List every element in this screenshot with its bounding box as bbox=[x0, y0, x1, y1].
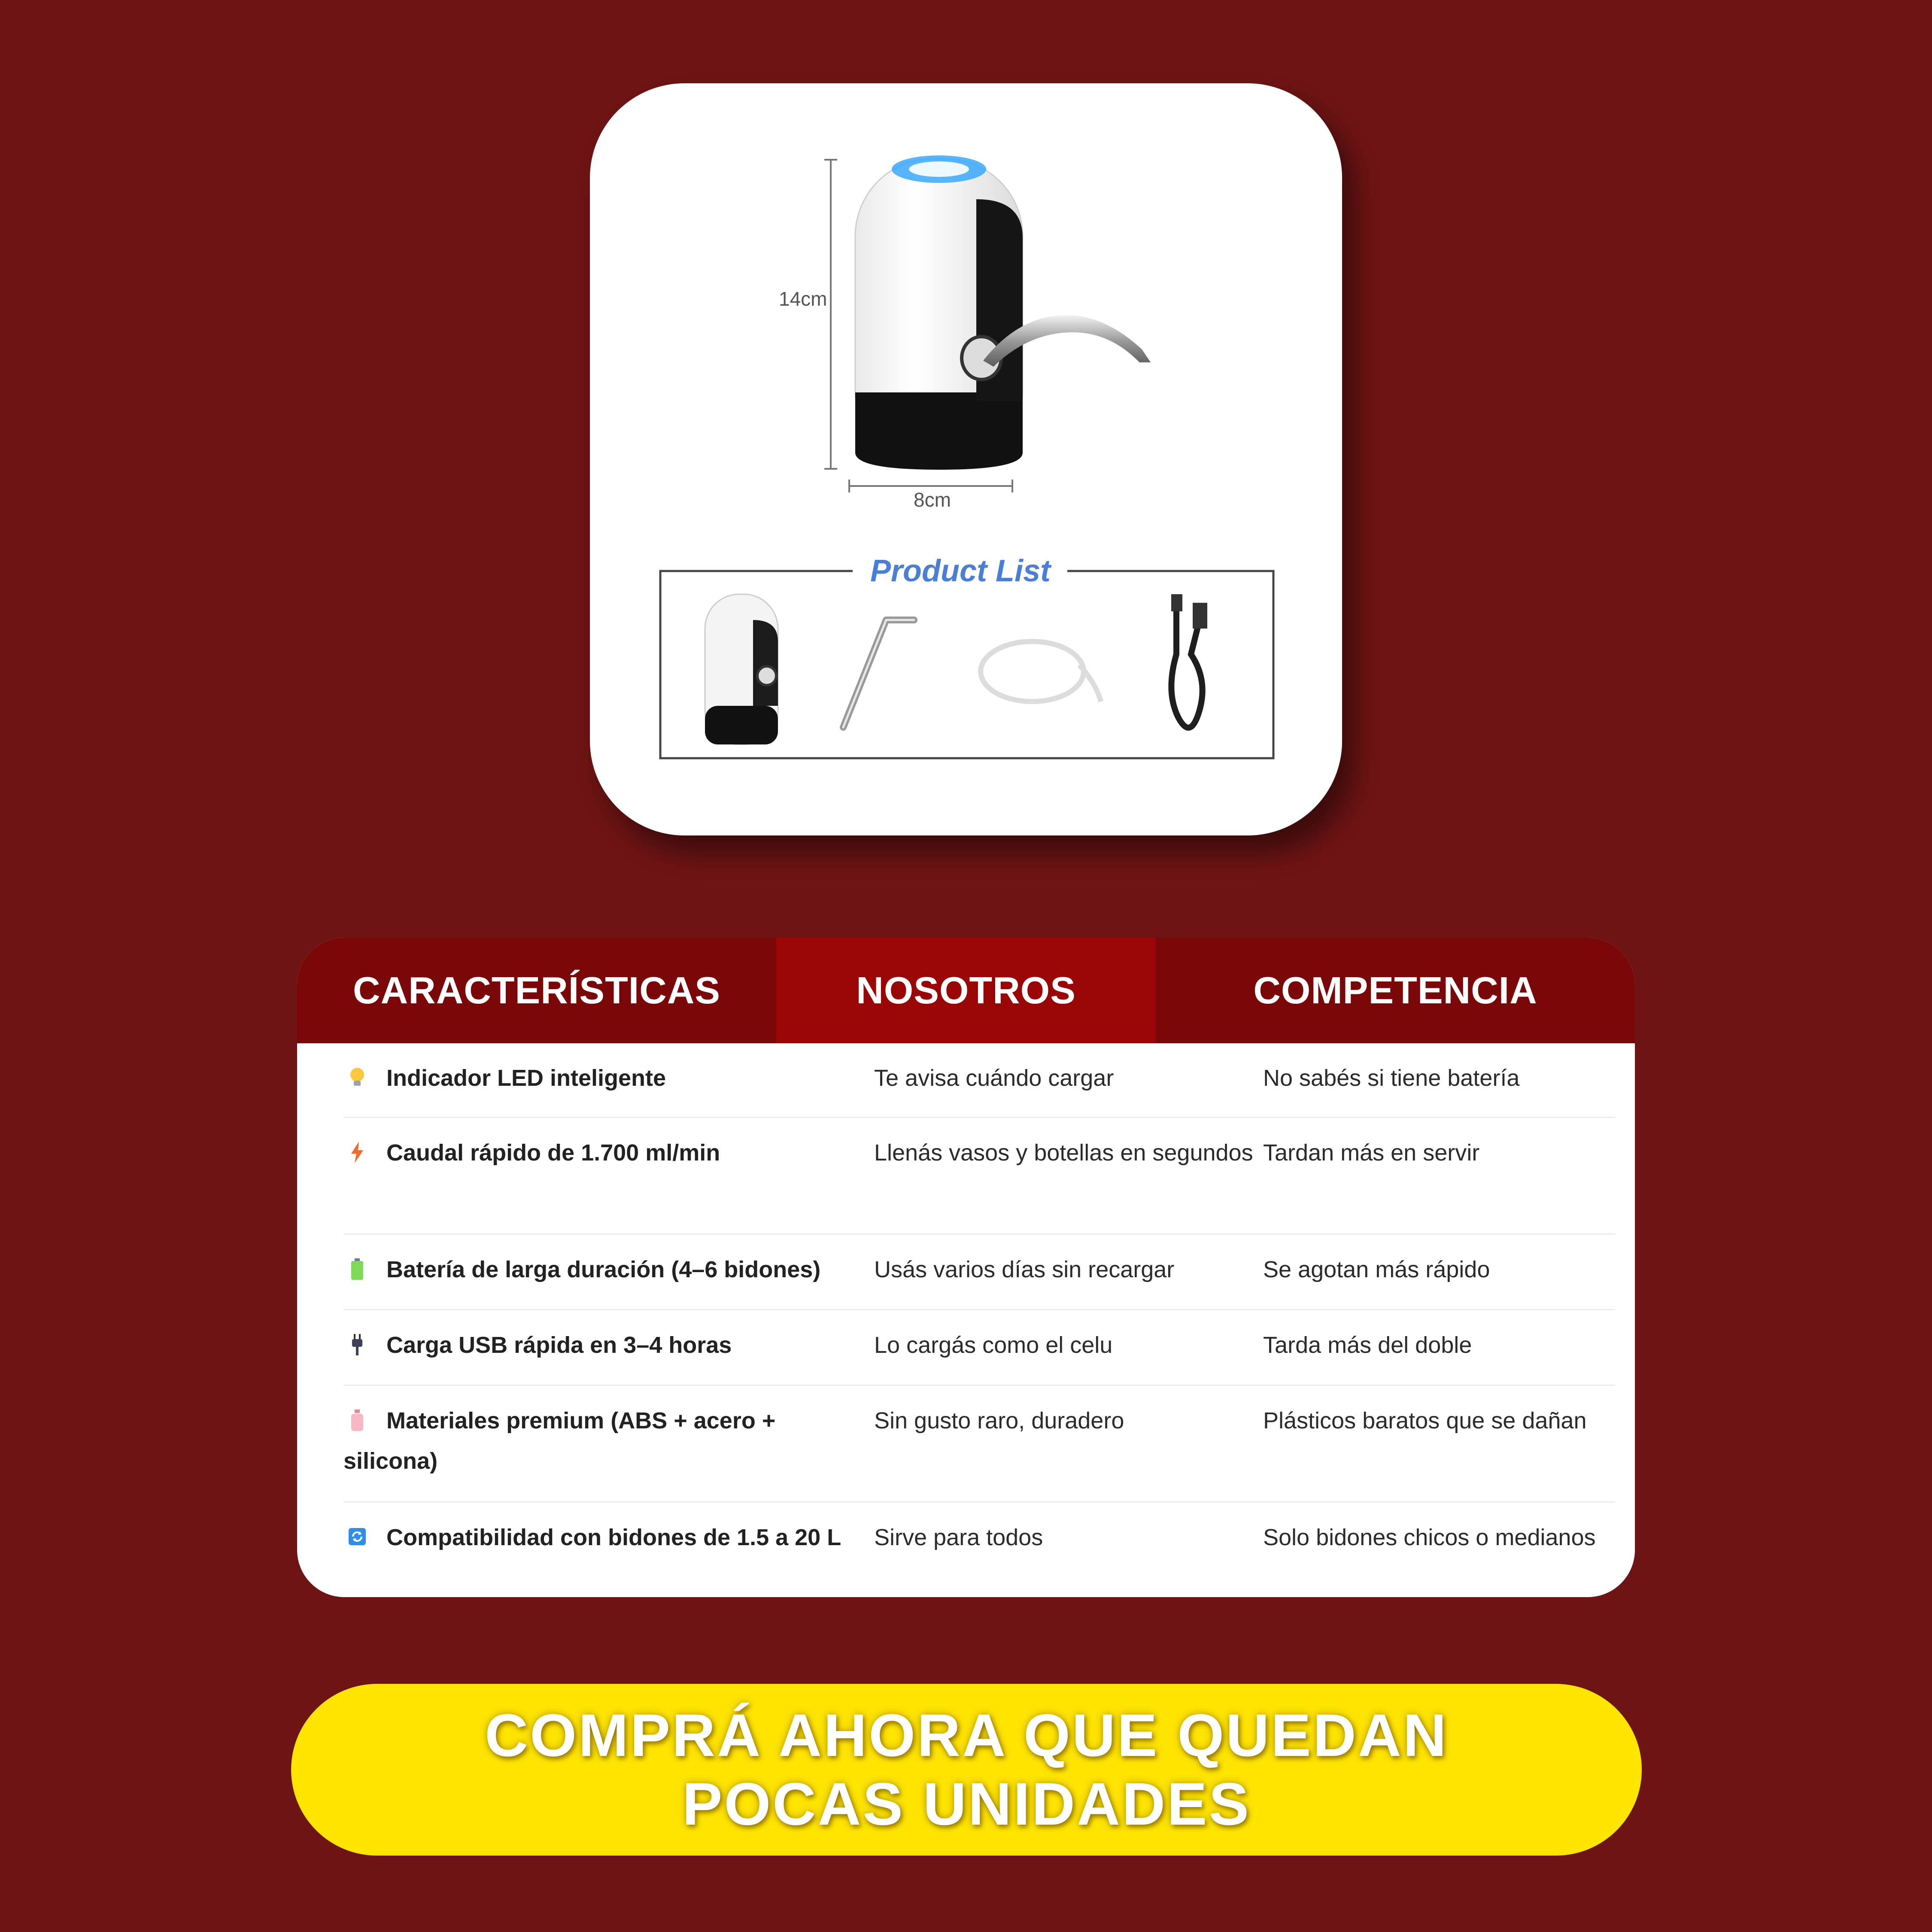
silicone-hose-thumb bbox=[981, 641, 1101, 702]
table-row bbox=[343, 1386, 1615, 1503]
cycle-icon bbox=[348, 1525, 367, 1549]
competition-cell: Tarda más del doble bbox=[1263, 1332, 1472, 1358]
height-dimension bbox=[824, 160, 837, 469]
header-features: CARACTERÍSTICAS bbox=[353, 969, 720, 1012]
usb-cable-thumb bbox=[1171, 594, 1207, 728]
header-us: NOSOTROS bbox=[776, 938, 1156, 1043]
competition-cell: Se agotan más rápido bbox=[1263, 1257, 1490, 1282]
width-label: 8cm bbox=[914, 489, 951, 511]
us-cell: Llenás vasos y botellas en segundos bbox=[874, 1140, 1253, 1166]
product-list-box bbox=[660, 554, 1273, 758]
competition-cell: Plásticos baratos que se dañan bbox=[1263, 1408, 1587, 1434]
lightning-icon bbox=[348, 1141, 367, 1164]
lightbulb-icon bbox=[348, 1066, 367, 1089]
product-illustration bbox=[590, 83, 1342, 835]
feature-cell: Indicador LED inteligente bbox=[343, 1058, 874, 1117]
us-cell: Sirve para todos bbox=[874, 1525, 1043, 1550]
feature-cell: Carga USB rápida en 3–4 horas bbox=[343, 1325, 874, 1385]
table-row bbox=[343, 1235, 1615, 1310]
height-label: 14cm bbox=[779, 288, 827, 310]
product-list-title: Product List bbox=[870, 554, 1051, 588]
table-row bbox=[343, 1503, 1615, 1578]
product-image-card bbox=[590, 83, 1342, 835]
plug-icon bbox=[348, 1333, 367, 1356]
competition-cell: No sabés si tiene batería bbox=[1263, 1065, 1520, 1091]
table-row bbox=[343, 1043, 1615, 1118]
cta-line-1: COMPRÁ AHORA QUE QUEDAN bbox=[485, 1701, 1448, 1769]
comparison-table bbox=[297, 938, 1635, 1597]
competition-cell: Tardan más en servir bbox=[1263, 1140, 1480, 1166]
table-row bbox=[343, 1310, 1615, 1386]
table-row bbox=[343, 1118, 1615, 1235]
buy-now-button[interactable] bbox=[291, 1684, 1642, 1856]
feature-cell: Compatibilidad con bidones de 1.5 a 20 L bbox=[343, 1517, 874, 1578]
table-header bbox=[297, 938, 1635, 1043]
cta-line-2: POCAS UNIDADES bbox=[682, 1770, 1251, 1838]
competition-cell: Solo bidones chicos o medianos bbox=[1263, 1525, 1596, 1550]
steel-tube-thumb bbox=[843, 620, 914, 727]
pump-main-image bbox=[855, 155, 1151, 470]
pump-unit-thumb bbox=[705, 594, 778, 744]
bottle-icon bbox=[348, 1409, 367, 1432]
feature-cell: Caudal rápido de 1.700 ml/min bbox=[343, 1133, 874, 1233]
feature-cell: Batería de larga duración (4–6 bidones) bbox=[343, 1249, 874, 1309]
header-competition: COMPETENCIA bbox=[1253, 969, 1537, 1012]
us-cell: Te avisa cuándo cargar bbox=[874, 1065, 1114, 1091]
battery-icon bbox=[348, 1258, 367, 1281]
feature-cell: Materiales premium (ABS + acero + silicona) bbox=[343, 1408, 776, 1474]
table-body bbox=[343, 1043, 1615, 1578]
us-cell: Lo cargás como el celu bbox=[874, 1332, 1113, 1358]
us-cell: Usás varios días sin recargar bbox=[874, 1257, 1175, 1282]
us-cell: Sin gusto raro, duradero bbox=[874, 1408, 1124, 1434]
